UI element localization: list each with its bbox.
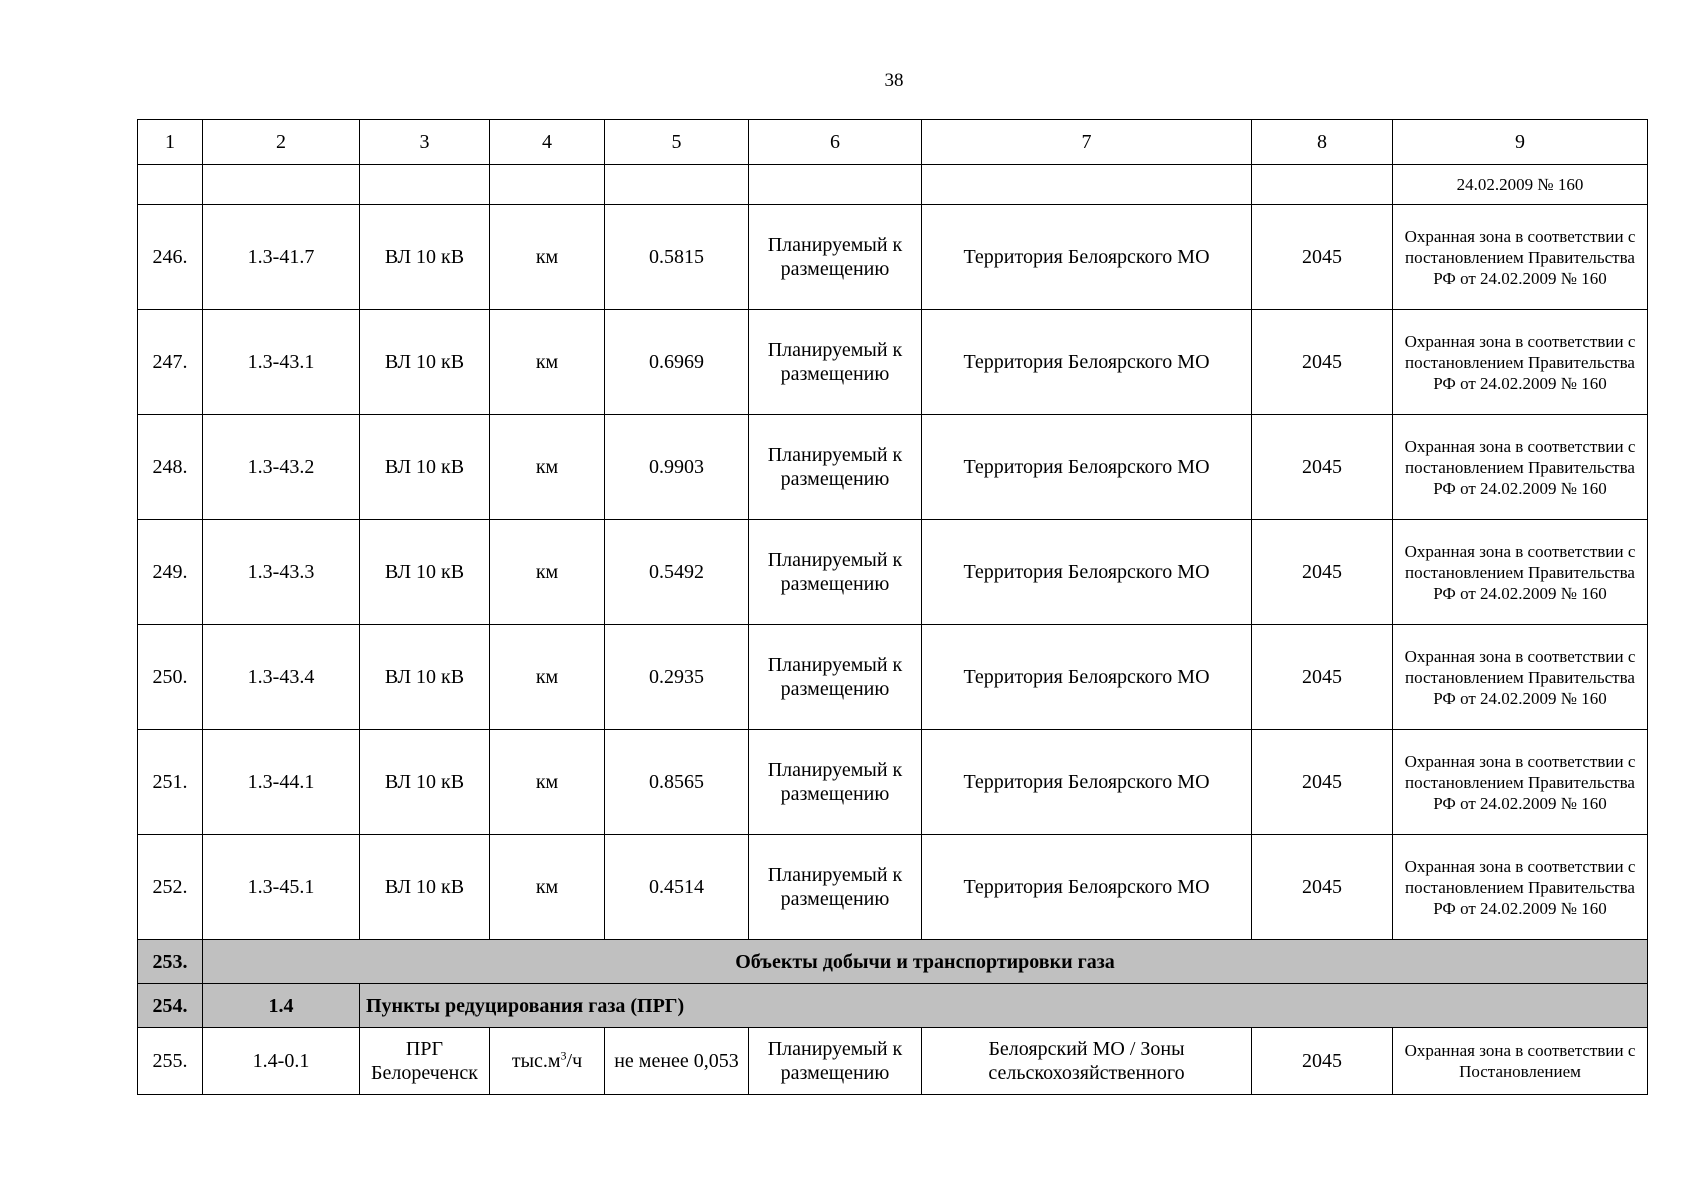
row-location: Территория Белоярского МО — [922, 310, 1252, 415]
row-code: 1.3-44.1 — [203, 730, 360, 835]
row-value: 0.5492 — [605, 520, 749, 625]
subsection-title: Пункты редуцирования газа (ПРГ) — [360, 984, 1648, 1028]
section-row-gas — [138, 940, 1648, 984]
row-code: 1.3-43.4 — [203, 625, 360, 730]
row-year: 2045 — [1252, 310, 1393, 415]
table-row — [138, 310, 1648, 415]
row-unit: км — [490, 205, 605, 310]
continuation-note: 24.02.2009 № 160 — [1393, 165, 1648, 205]
row-number: 251. — [138, 730, 203, 835]
row-value: не менее 0,053 — [605, 1028, 749, 1095]
row-value: 0.2935 — [605, 625, 749, 730]
objects-table — [137, 119, 1648, 1095]
table-row — [138, 625, 1648, 730]
table-header-row — [138, 120, 1648, 165]
row-unit: км — [490, 730, 605, 835]
row-value: 0.4514 — [605, 835, 749, 940]
table-row — [138, 205, 1648, 310]
row-status: Планируемый к размещению — [749, 415, 922, 520]
row-number: 252. — [138, 835, 203, 940]
table-row — [138, 730, 1648, 835]
empty-cell — [490, 165, 605, 205]
column-header: 5 — [605, 120, 749, 165]
row-location: Территория Белоярского МО — [922, 520, 1252, 625]
row-unit: км — [490, 835, 605, 940]
row-year: 2045 — [1252, 205, 1393, 310]
row-status: Планируемый к размещению — [749, 520, 922, 625]
row-number: 249. — [138, 520, 203, 625]
row-number: 255. — [138, 1028, 203, 1095]
continuation-row — [138, 165, 1648, 205]
unit-superscript: 3 — [560, 1048, 567, 1063]
subsection-code: 1.4 — [203, 984, 360, 1028]
row-location: Территория Белоярского МО — [922, 730, 1252, 835]
row-unit: км — [490, 310, 605, 415]
row-object: ВЛ 10 кВ — [360, 730, 490, 835]
row-status: Планируемый к размещению — [749, 625, 922, 730]
row-number: 248. — [138, 415, 203, 520]
row-code: 1.3-43.3 — [203, 520, 360, 625]
row-value: 0.9903 — [605, 415, 749, 520]
row-location: Белоярский МО / Зоны сельскохозяйственного — [922, 1028, 1252, 1095]
section-number: 253. — [138, 940, 203, 984]
row-note: Охранная зона в соответствии с постановлением Правительства РФ от 24.02.2009 № 160 — [1393, 205, 1648, 310]
empty-cell — [1252, 165, 1393, 205]
empty-cell — [749, 165, 922, 205]
column-header: 1 — [138, 120, 203, 165]
column-header: 8 — [1252, 120, 1393, 165]
row-unit — [490, 1028, 605, 1095]
row-object: ПРГ Белореченск — [360, 1028, 490, 1095]
row-object: ВЛ 10 кВ — [360, 520, 490, 625]
row-note: Охранная зона в соответствии с постановлением Правительства РФ от 24.02.2009 № 160 — [1393, 310, 1648, 415]
row-year: 2045 — [1252, 835, 1393, 940]
row-status: Планируемый к размещению — [749, 205, 922, 310]
unit-tail: /ч — [566, 1050, 583, 1072]
row-status: Планируемый к размещению — [749, 1028, 922, 1095]
row-note: Охранная зона в соответствии с постановлением Правительства РФ от 24.02.2009 № 160 — [1393, 625, 1648, 730]
row-location: Территория Белоярского МО — [922, 625, 1252, 730]
subsection-row-prg — [138, 984, 1648, 1028]
row-unit: км — [490, 520, 605, 625]
row-object: ВЛ 10 кВ — [360, 205, 490, 310]
row-object: ВЛ 10 кВ — [360, 625, 490, 730]
row-code: 1.3-45.1 — [203, 835, 360, 940]
row-code: 1.4-0.1 — [203, 1028, 360, 1095]
empty-cell — [605, 165, 749, 205]
row-year: 2045 — [1252, 730, 1393, 835]
row-note: Охранная зона в соответствии с постановлением Правительства РФ от 24.02.2009 № 160 — [1393, 415, 1648, 520]
row-code: 1.3-43.1 — [203, 310, 360, 415]
row-location: Территория Белоярского МО — [922, 835, 1252, 940]
column-header: 6 — [749, 120, 922, 165]
subsection-number: 254. — [138, 984, 203, 1028]
row-year: 2045 — [1252, 520, 1393, 625]
row-object: ВЛ 10 кВ — [360, 310, 490, 415]
row-note: Охранная зона в соответствии с Постановлением — [1393, 1028, 1648, 1095]
row-number: 247. — [138, 310, 203, 415]
table-row — [138, 520, 1648, 625]
empty-cell — [138, 165, 203, 205]
row-unit: км — [490, 415, 605, 520]
row-location: Территория Белоярского МО — [922, 205, 1252, 310]
row-object: ВЛ 10 кВ — [360, 415, 490, 520]
row-status: Планируемый к размещению — [749, 310, 922, 415]
row-number: 246. — [138, 205, 203, 310]
column-header: 2 — [203, 120, 360, 165]
section-title: Объекты добычи и транспортировки газа — [203, 940, 1648, 984]
row-value: 0.5815 — [605, 205, 749, 310]
table-row — [138, 1028, 1648, 1095]
row-note: Охранная зона в соответствии с постановлением Правительства РФ от 24.02.2009 № 160 — [1393, 520, 1648, 625]
column-header: 7 — [922, 120, 1252, 165]
row-note: Охранная зона в соответствии с постановлением Правительства РФ от 24.02.2009 № 160 — [1393, 730, 1648, 835]
unit-base: тыс.м — [511, 1050, 561, 1072]
row-year: 2045 — [1252, 415, 1393, 520]
row-location: Территория Белоярского МО — [922, 415, 1252, 520]
row-code: 1.3-41.7 — [203, 205, 360, 310]
table-row — [138, 835, 1648, 940]
row-year: 2045 — [1252, 1028, 1393, 1095]
row-unit: км — [490, 625, 605, 730]
empty-cell — [360, 165, 490, 205]
table-row — [138, 415, 1648, 520]
row-status: Планируемый к размещению — [749, 730, 922, 835]
row-note: Охранная зона в соответствии с постановлением Правительства РФ от 24.02.2009 № 160 — [1393, 835, 1648, 940]
row-status: Планируемый к размещению — [749, 835, 922, 940]
row-value: 0.8565 — [605, 730, 749, 835]
empty-cell — [922, 165, 1252, 205]
column-header: 3 — [360, 120, 490, 165]
page-number: 38 — [884, 70, 904, 91]
column-header: 9 — [1393, 120, 1648, 165]
row-number: 250. — [138, 625, 203, 730]
column-header: 4 — [490, 120, 605, 165]
row-object: ВЛ 10 кВ — [360, 835, 490, 940]
row-code: 1.3-43.2 — [203, 415, 360, 520]
empty-cell — [203, 165, 360, 205]
row-value: 0.6969 — [605, 310, 749, 415]
row-year: 2045 — [1252, 625, 1393, 730]
